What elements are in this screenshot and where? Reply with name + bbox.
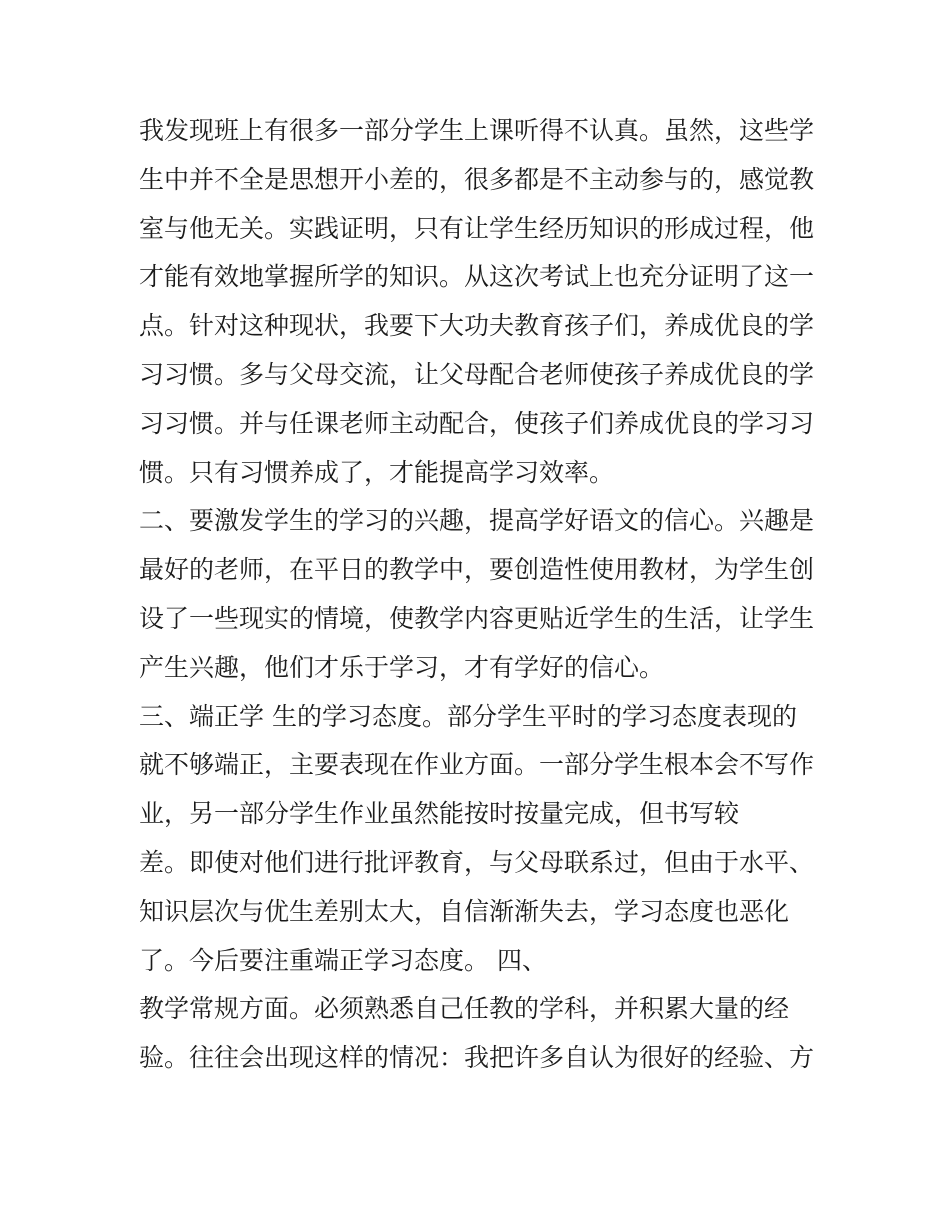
text-line-18: 了。今后要注重端正学习态度。 四、 [139,945,547,975]
text-line-7: 习习惯。并与任课老师主动配合，使孩子们养成优良的学习习 [139,408,815,438]
text-line-8: 惯。只有习惯养成了，才能提高学习效率。 [139,457,615,487]
text-line-3: 室与他无关。实践证明，只有让学生经历知识的形成过程，他 [139,213,815,243]
text-line-2: 生中并不全是思想开小差的，很多都是不主动参与的，感觉教 [139,164,815,194]
text-line-1: 我发现班上有很多一部分学生上课听得不认真。虽然，这些学 [139,116,815,145]
text-line-10: 最好的老师，在平日的教学中，要创造性使用教材，为学生创 [139,555,815,585]
text-line-16: 差。即使对他们进行批评教育，与父母联系过，但由于水平、 [139,847,815,877]
text-line-9: 二、要激发学生的学习的兴趣，提高学好语文的信心。兴趣是 [139,506,815,536]
text-line-17: 知识层次与优生差别太大，自信渐渐失去，学习态度也恶化 [139,896,790,926]
text-line-11: 设了一些现实的情境，使教学内容更贴近学生的生活，让学生 [139,603,815,633]
text-line-6: 习习惯。多与父母交流，让父母配合老师使孩子养成优良的学 [139,359,815,389]
text-line-20: 验。往往会出现这样的情况：我把许多自认为很好的经验、方 [139,1043,815,1073]
text-line-14: 就不够端正，主要表现在作业方面。一部分学生根本会不写作 [139,750,815,780]
text-line-13: 三、端正学 生的学习态度。部分学生平时的学习态度表现的 [139,701,797,731]
text-line-15: 业，另一部分学生作业虽然能按时按量完成，但书写较 [139,799,740,829]
text-line-19: 教学常规方面。必须熟悉自己任教的学科，并积累大量的经 [139,994,790,1024]
text-line-5: 点。针对这种现状，我要下大功夫教育孩子们，养成优良的学 [139,311,815,341]
body-text [139,107,819,1083]
text-line-12: 产生兴趣，他们才乐于学习，才有学好的信心。 [139,652,665,682]
text-line-4: 才能有效地掌握所学的知识。从这次考试上也充分证明了这一 [139,262,815,292]
